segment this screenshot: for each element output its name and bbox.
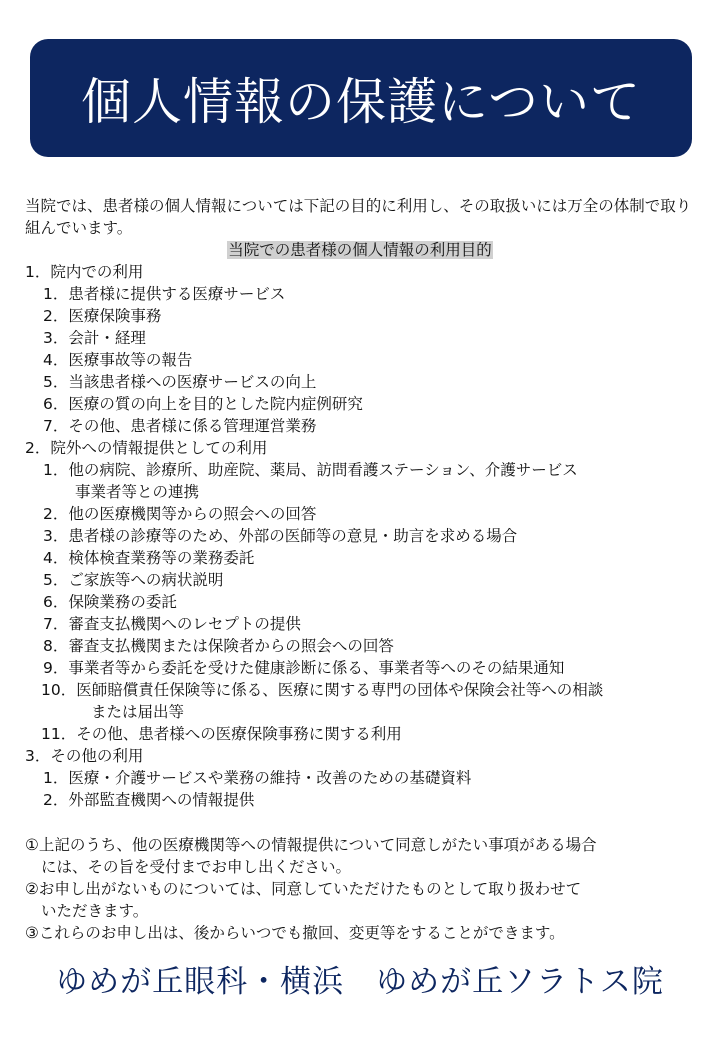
- section-heading: 2．院外への情報提供としての利用: [25, 439, 268, 457]
- purpose-subtitle: [0, 240, 720, 260]
- list-item: 1．医療・介護サービスや業務の維持・改善のための基礎資料: [43, 769, 472, 787]
- list-item: 2．他の医療機関等からの照会への回答: [43, 505, 317, 523]
- list-item: 1．患者様に提供する医療サービス: [43, 285, 286, 303]
- list-item-continuation: 事業者等との連携: [75, 483, 200, 501]
- list-item: 5．ご家族等への病状説明: [43, 571, 224, 589]
- list-item: 2．外部監査機関への情報提供: [43, 791, 255, 809]
- section-heading: 3．その他の利用: [25, 747, 144, 765]
- note-item: ①上記のうち、他の医療機関等への情報提供について同意しがたい事項がある場合: [25, 836, 597, 854]
- list-item: 11．その他、患者様への医療保険事務に関する利用: [41, 725, 402, 743]
- list-item: 5．当該患者様への医療サービスの向上: [43, 373, 317, 391]
- list-item: 4．医療事故等の報告: [43, 351, 193, 369]
- list-item: 9．事業者等から委託を受けた健康診断に係る、事業者等へのその結果通知: [43, 659, 565, 677]
- list-item: 8．審査支払機関または保険者からの照会への回答: [43, 637, 394, 655]
- section-heading: 1．院内での利用: [25, 263, 144, 281]
- note-item: ②お申し出がないものについては、同意していただけたものとして取り扱わせて: [25, 880, 582, 898]
- page-title: 個人情報の保護について: [81, 73, 641, 131]
- note-continuation: いただきます。: [41, 902, 149, 920]
- list-item: 7．審査支払機関へのレセプトの提供: [43, 615, 301, 633]
- list-item: 4．検体検査業務等の業務委託: [43, 549, 255, 567]
- clinic-name: ゆめが丘眼科・横浜 ゆめが丘ソラトス院: [56, 964, 664, 1000]
- note-item: ③これらのお申し出は、後からいつでも撤回、変更等をすることができます。: [25, 924, 565, 942]
- list-item: 6．保険業務の委託: [43, 593, 177, 611]
- list-item: 7．その他、患者様に係る管理運営業務: [43, 417, 317, 435]
- list-item-continuation: または届出等: [91, 703, 185, 721]
- purpose-list: [25, 261, 695, 811]
- purpose-subtitle-text: 当院での患者様の個人情報の利用目的: [228, 241, 492, 259]
- list-item: 3．患者様の診療等のため、外部の医師等の意見・助言を求める場合: [43, 527, 518, 545]
- intro-paragraph: 当院では、患者様の個人情報については下記の目的に利用し、その取扱いには万全の体制で取り組んでいます。: [25, 197, 692, 237]
- title-banner: [30, 39, 692, 157]
- note-continuation: には、その旨を受付までお申し出ください。: [41, 858, 352, 876]
- list-item: 6．医療の質の向上を目的とした院内症例研究: [43, 395, 363, 413]
- list-item: 3．会計・経理: [43, 329, 146, 347]
- list-item: 2．医療保険事務: [43, 307, 162, 325]
- list-item: 1．他の病院、診療所、助産院、薬局、訪問看護ステーション、介護サービス: [43, 461, 578, 479]
- notes: [25, 834, 695, 944]
- list-item: 10．医師賠償責任保険等に係る、医療に関する専門の団体や保険会社等への相談: [41, 681, 604, 699]
